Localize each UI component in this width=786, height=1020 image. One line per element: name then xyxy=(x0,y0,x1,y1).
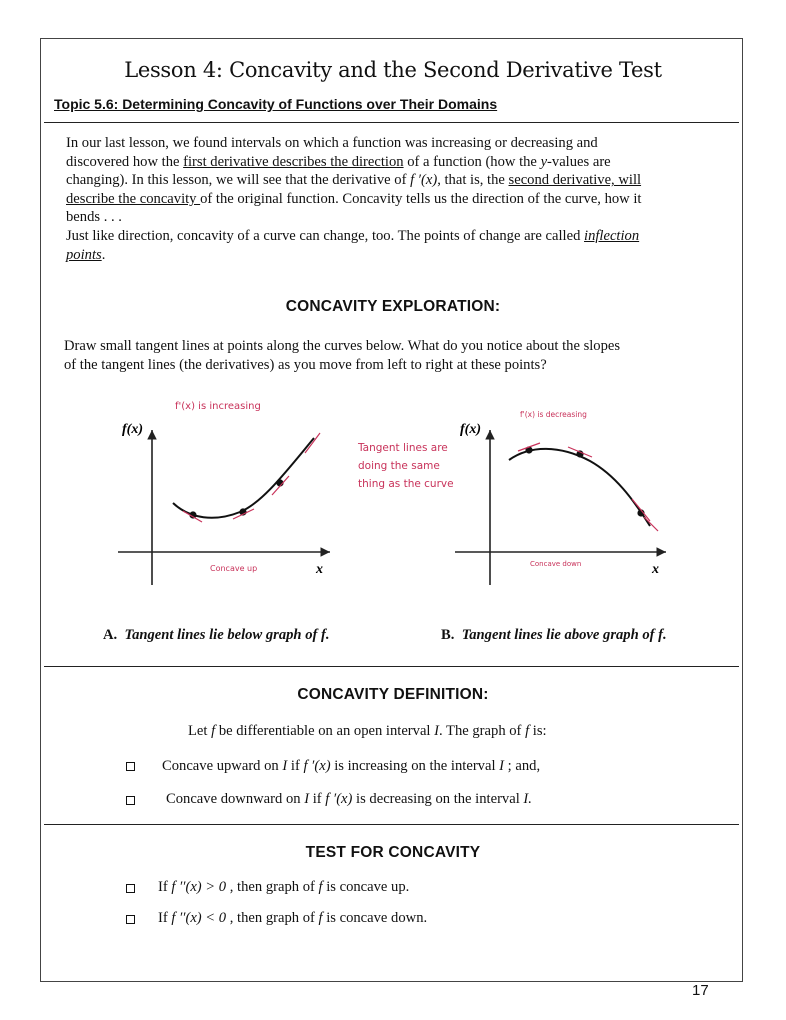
divider-test xyxy=(44,824,739,825)
graph-a-y-label: f(x) xyxy=(122,422,143,437)
checkbox-concave-up xyxy=(126,762,135,771)
graph-a-tangent-4 xyxy=(305,433,320,453)
checkbox-test-down xyxy=(126,915,135,924)
intro-line-2: discovered how the first derivative describes the direction of a function (how the y-values are xyxy=(66,153,611,170)
caption-a: A. Tangent lines lie below graph of f. xyxy=(103,627,330,643)
graph-b-note-bottom: Concave down xyxy=(530,560,582,568)
middle-note-line-2: doing the same xyxy=(358,460,440,472)
intro-line-4: describe the concavity of the original function. Concavity tells us the direction of the curve, how it xyxy=(66,190,642,207)
divider-definition xyxy=(44,666,739,667)
intro-line-5: bends . . . xyxy=(66,209,122,226)
exploration-heading: CONCAVITY EXPLORATION: xyxy=(285,298,501,315)
graph-b-tangent-3 xyxy=(632,499,650,521)
graph-b-y-label: f(x) xyxy=(460,422,481,437)
middle-note-line-1: Tangent lines are xyxy=(358,442,448,454)
test-item-concave-up: If f ′′(x) > 0 , then graph of f is concave up. xyxy=(158,879,410,895)
graph-b-x-label: x xyxy=(652,562,659,577)
graph-b xyxy=(455,410,666,585)
graph-a-note-bottom: Concave up xyxy=(210,564,258,573)
definition-intro: Let f be differentiable on an open interval I. The graph of f is: xyxy=(188,723,547,739)
test-heading: TEST FOR CONCAVITY xyxy=(305,844,481,861)
definition-item-concave-up: Concave upward on I if f ′(x) is increasing on the interval I ; and, xyxy=(162,758,541,774)
intro-line-7: points. xyxy=(66,246,106,263)
middle-note xyxy=(357,442,454,490)
graph-b-curve xyxy=(509,449,650,526)
intro-line-1: In our last lesson, we found intervals on which a function was increasing or decreasing and xyxy=(66,135,598,151)
graph-a xyxy=(118,401,330,585)
definition-heading: CONCAVITY DEFINITION: xyxy=(297,686,489,703)
concavity-graphs xyxy=(0,395,786,625)
graph-a-note-top: f'(x) is increasing xyxy=(175,401,261,412)
caption-b: B. Tangent lines lie above graph of f. xyxy=(441,627,667,643)
definition-item-concave-down: Concave downward on I if f ′(x) is decreasing on the interval I. xyxy=(166,791,532,807)
page-number: 17 xyxy=(692,982,709,999)
graph-a-curve xyxy=(173,438,314,518)
middle-note-line-3: thing as the curve xyxy=(358,478,454,490)
test-item-concave-down: If f ′′(x) < 0 , then graph of f is concave down. xyxy=(158,910,428,926)
graph-b-note-top: f'(x) is decreasing xyxy=(520,410,587,419)
topic-heading: Topic 5.6: Determining Concavity of Functions over Their Domains xyxy=(54,96,498,112)
exploration-prompt: Draw small tangent lines at points along the curves below. What do you notice about the slopes of the tangent lines (the derivatives) as you move from left to right at these points? xyxy=(64,338,621,373)
divider-top xyxy=(44,122,739,123)
checkbox-test-up xyxy=(126,884,135,893)
page-title: Lesson 4: Concavity and the Second Derivative Test xyxy=(124,58,662,82)
intro-line-3: changing). In this lesson, we will see that the derivative of f ′(x), that is, the second derivative, will xyxy=(66,172,642,189)
graph-a-x-label: x xyxy=(316,562,323,577)
intro-line-6: Just like direction, concavity of a curve can change, too. The points of change are called inflection xyxy=(66,227,640,244)
checkbox-concave-down xyxy=(126,796,135,805)
intro-paragraph xyxy=(66,134,726,264)
graph-b-tangent-4 xyxy=(644,517,658,531)
